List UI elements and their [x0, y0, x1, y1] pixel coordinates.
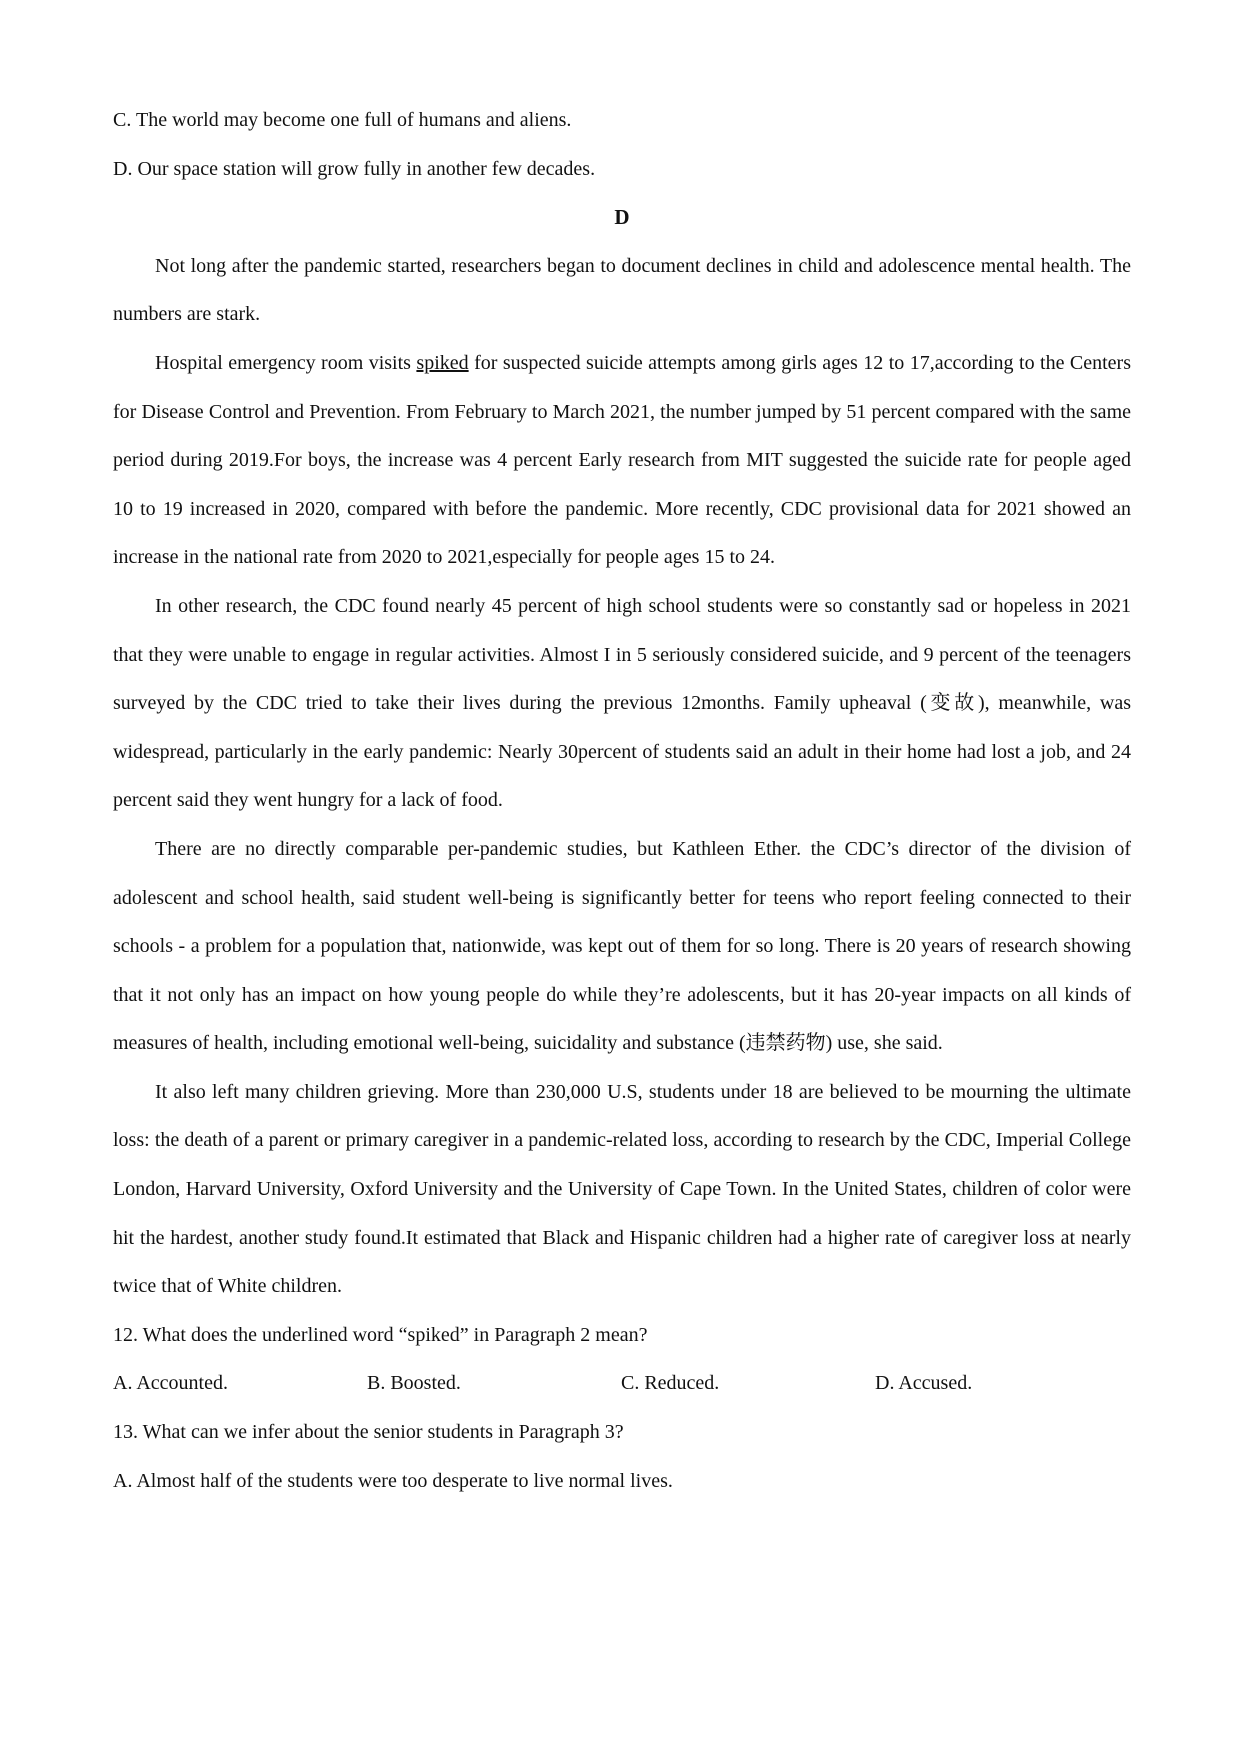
question-12-option-a: A. Accounted. [113, 1372, 228, 1395]
question-12-stem: 12. What does the underlined word “spiked” in Paragraph 2 mean? [113, 1323, 648, 1346]
passage-paragraph-1: Not long after the pandemic started, researchers began to document declines in child and adolescence mental health. The numbers are stark. [113, 254, 1131, 326]
question-12-option-b: B. Boosted. [367, 1372, 461, 1395]
document-page [113, 96, 1131, 1505]
passage-paragraph-5: It also left many children grieving. More than 230,000 U.S, students under 18 are believed to be mourning the ultimate loss: the death of a parent or primary caregiver in a pandemic-related loss, according to research by the CDC, Imperial College London, Harvard University, Oxford University and the University of Cape Town. In the United States, children of color were hit the hardest, another study found.It estimated that Black and Hispanic children had a higher rate of caregiver loss at nearly twice that of White children. [113, 1080, 1131, 1298]
passage-paragraph-2 [113, 339, 1131, 582]
question-12-option-d: D. Accused. [875, 1372, 973, 1395]
question-13-option-a: A. Almost half of the students were too desperate to live normal lives. [113, 1469, 673, 1492]
paragraph-2-rest: for suspected suicide attempts among girls ages 12 to 17,according to the Centers for Disease Control and Prevention. From February to March 2021, the number jumped by 51 percent compared with the same period during 2019.For boys, the increase was 4 percent Early research from MIT suggested the suicide rate for people aged 10 to 19 increased in 2020, compared with before the pandemic. More recently, CDC provisional data for 2021 showed an increase in the national rate from 2020 to 2021,especially for people ages 15 to 24. [113, 351, 1131, 569]
underlined-word-spiked: spiked [416, 351, 469, 374]
question-12-option-c: C. Reduced. [621, 1372, 720, 1395]
question-13-stem: 13. What can we infer about the senior students in Paragraph 3? [113, 1421, 624, 1444]
paragraph-2-lead: Hospital emergency room visits [155, 351, 417, 374]
previous-option-c: C. The world may become one full of humans and aliens. [113, 109, 572, 131]
question-12-options [113, 1359, 1131, 1408]
passage-paragraph-4: There are no directly comparable per-pandemic studies, but Kathleen Ether. the CDC’s director of the division of adolescent and school health, said student well-being is significantly better for teens who report feeling connected to their schools - a problem for a population that, nationwide, was kept out of them for so long. There is 20 years of research showing that it not only has an impact on how young people do while they’re adolescents, but it has 20-year impacts on all kinds of measures of health, including emotional well-being, suicidality and substance (违禁药物) use, she said. [113, 837, 1131, 1055]
passage-paragraph-3: In other research, the CDC found nearly 45 percent of high school students were so constantly sad or hopeless in 2021 that they were unable to engage in regular activities. Almost I in 5 seriously considered suicide, and 9 percent of the teenagers surveyed by the CDC tried to take their lives during the previous 12months. Family upheaval (变故), meanwhile, was widespread, particularly in the early pandemic: Nearly 30percent of students said an adult in their home had lost a job, and 24 percent said they went hungry for a lack of food. [113, 594, 1131, 812]
section-heading: D [614, 205, 630, 230]
previous-option-d: D. Our space station will grow fully in another few decades. [113, 157, 596, 180]
